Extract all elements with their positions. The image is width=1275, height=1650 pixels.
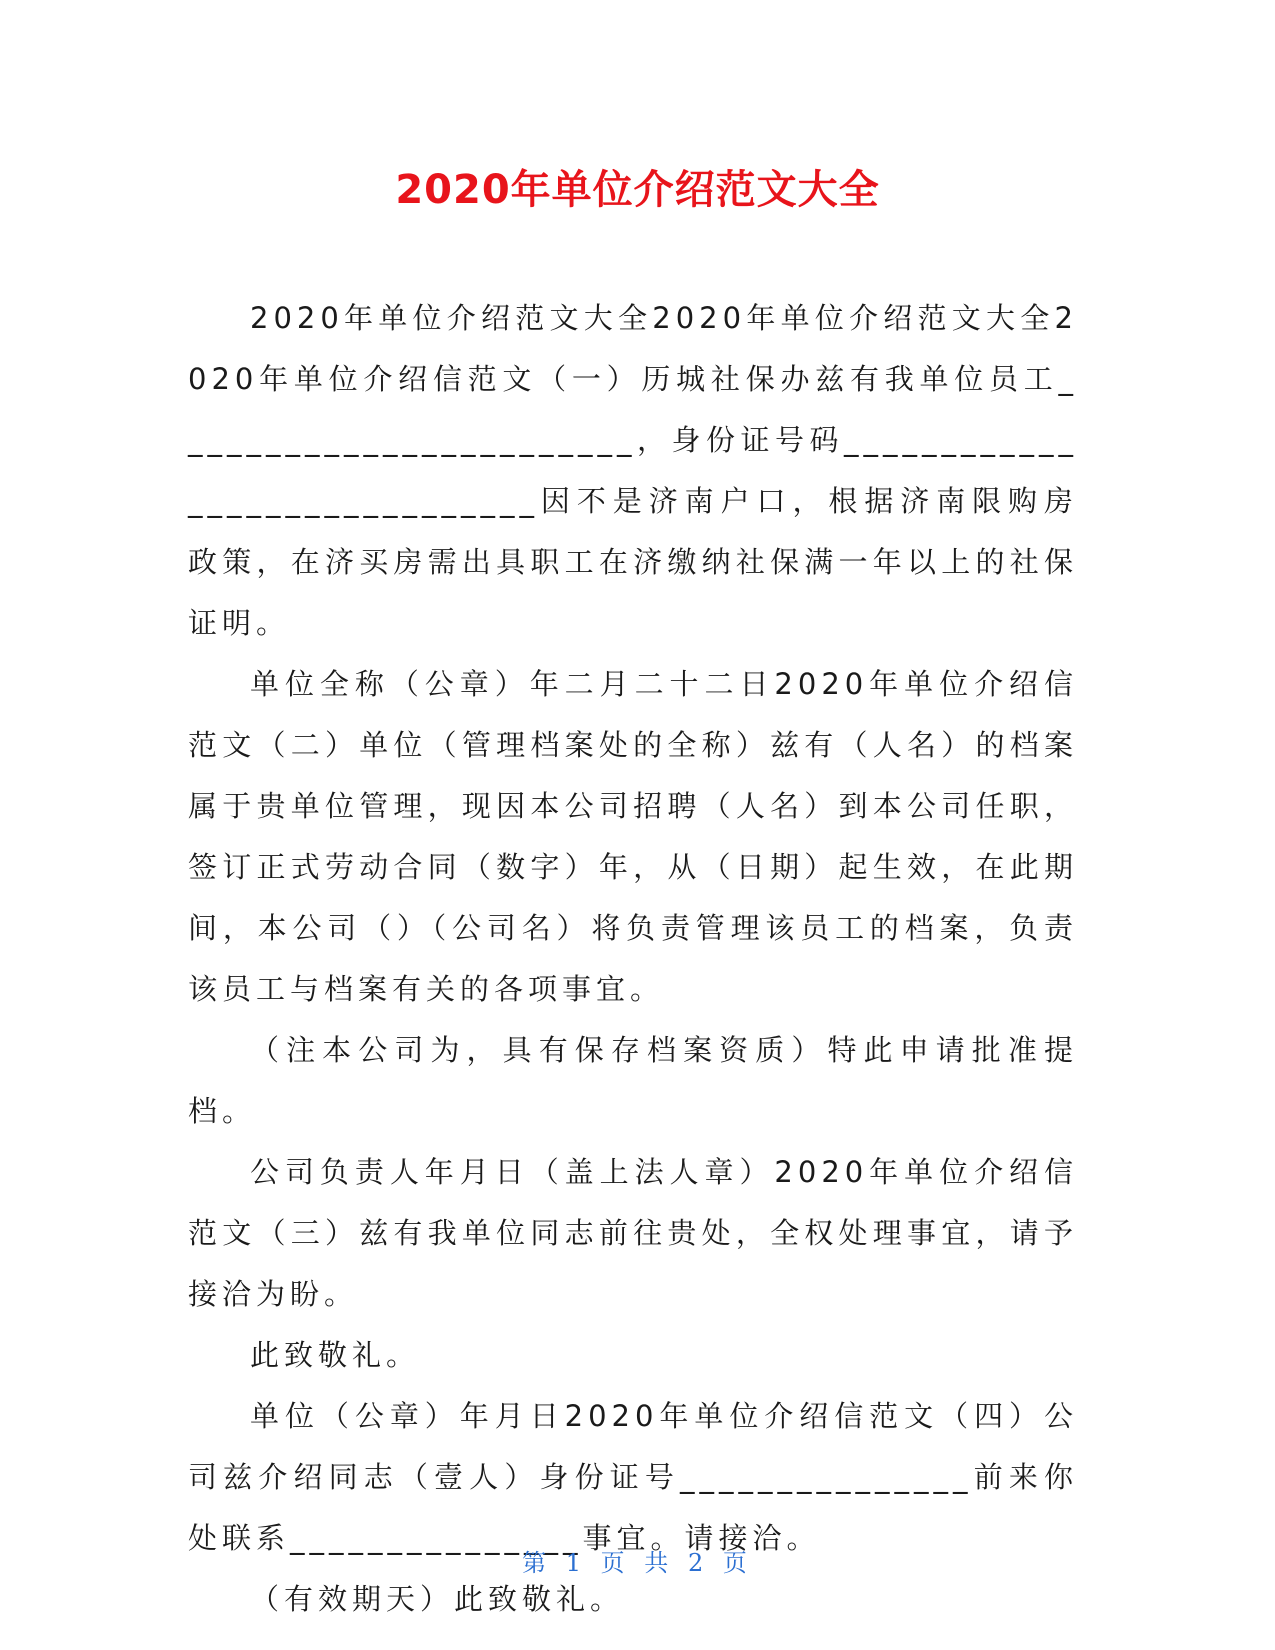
paragraph-1: 2020年单位介绍范文大全2020年单位介绍范文大全2020年单位介绍信范文（一）历城社保办兹有我单位员工________________________，身份证号码______________________________因不是济南户口，根据济南限购房政策，在济买房需出具职工在济缴纳社保满一年以上的社保证明。 — [188, 301, 1078, 640]
paragraph-5: 此致敬礼。 — [250, 1338, 421, 1372]
paragraph-7: （有效期天）此致敬礼。 — [250, 1582, 625, 1616]
paragraph-4: 公司负责人年月日（盖上法人章）2020年单位介绍信范文（三）兹有我单位同志前往贵处，全权处理事宜，请予接洽为盼。 — [188, 1155, 1078, 1311]
paragraph-2: 单位全称（公章）年二月二十二日2020年单位介绍信范文（二）单位（管理档案处的全称）兹有（人名）的档案属于贵单位管理，现因本公司招聘（人名）到本公司任职，签订正式劳动合同（数字）年，从（日期）起生效，在此期间，本公司（）（公司名）将负责管理该员工的档案，负责该员工与档案有关的各项事宜。 — [188, 667, 1078, 1006]
document-title: 2020年单位介绍范文大全 — [395, 167, 880, 213]
page-number-footer: 第 1 页 共 2 页 — [522, 1549, 753, 1577]
paragraph-3: （注本公司为，具有保存档案资质）特此申请批准提档。 — [188, 1033, 1078, 1128]
paragraph-6: 单位（公章）年月日2020年单位介绍信范文（四）公司兹介绍同志（壹人）身份证号_______________前来你处联系_______________事宜。请接洽。 — [188, 1399, 1078, 1555]
document-body — [188, 288, 1078, 1630]
